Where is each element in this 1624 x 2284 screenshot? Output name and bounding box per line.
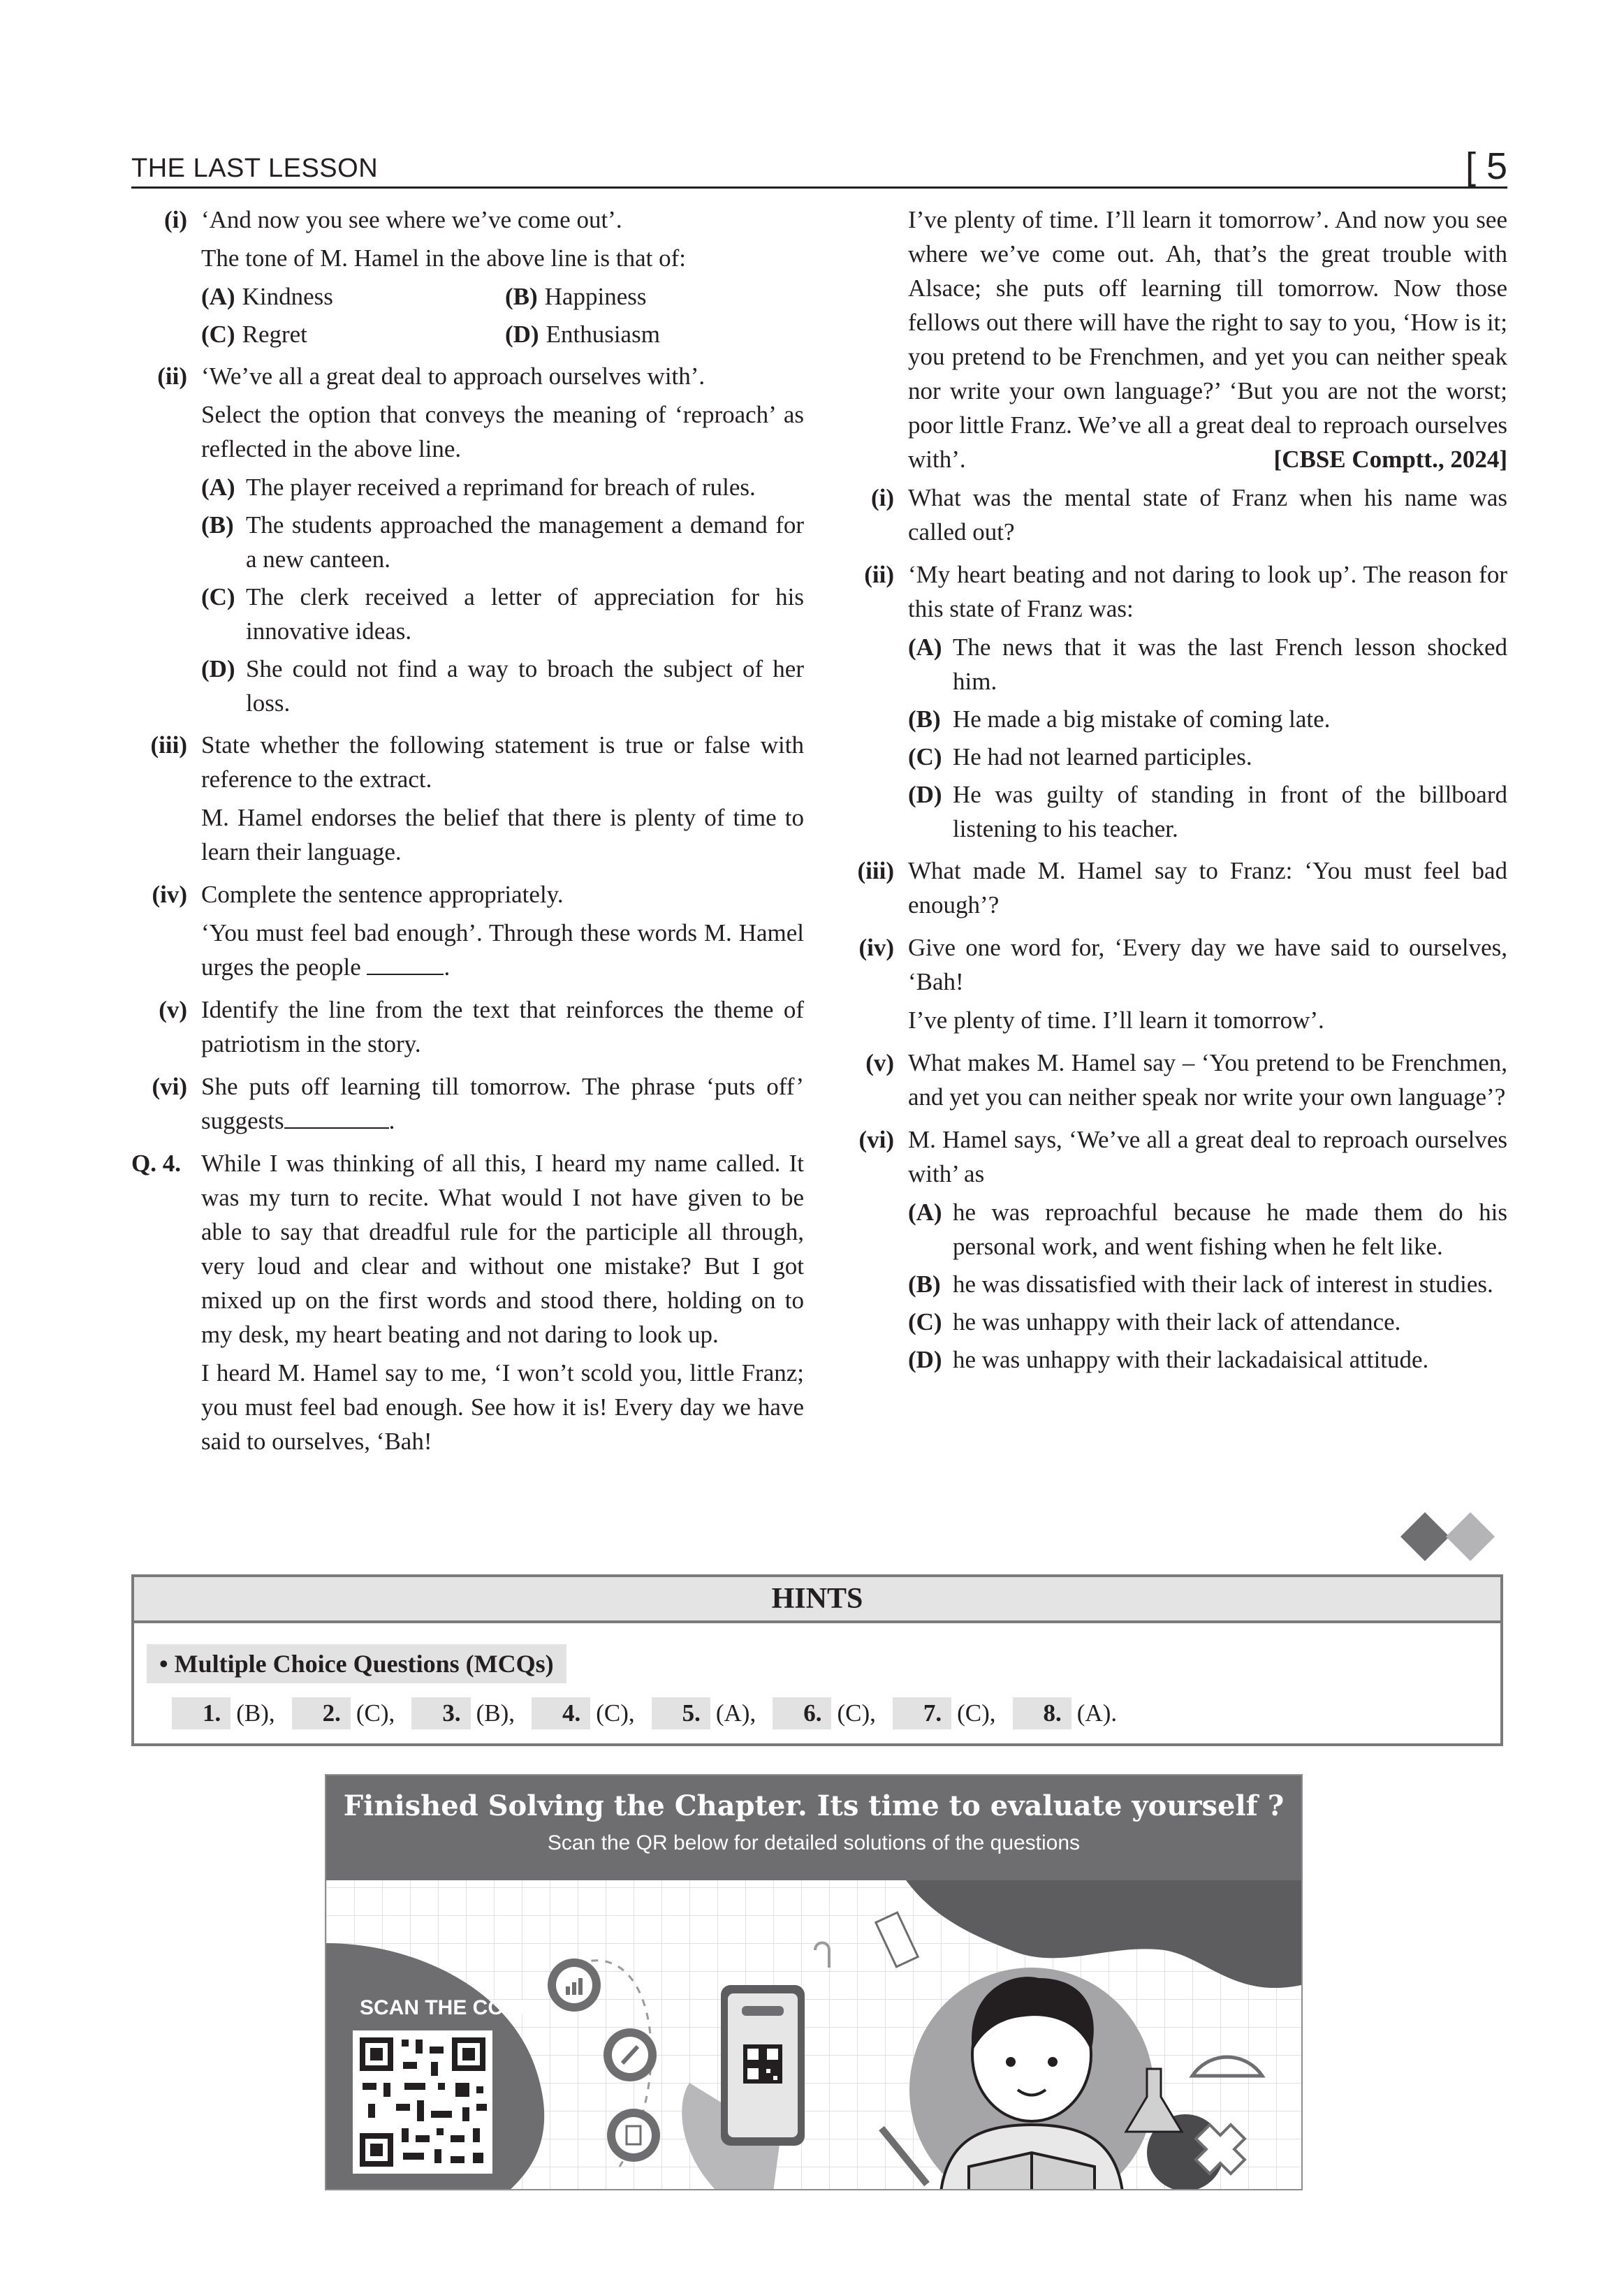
question-number: (i)	[870, 484, 894, 511]
hints-box	[131, 1574, 1503, 1746]
chapter-title: THE LAST LESSON	[131, 154, 379, 183]
answer-value: (B),	[476, 1699, 515, 1727]
question-i	[838, 481, 1507, 553]
question-4	[131, 1146, 804, 1463]
answer-number: 5.	[652, 1697, 710, 1729]
extract-paragraph-1: While I was thinking of all this, I heard my name called. It was my turn to recite. What would I not have given to be able to say that dreadful rule for the participle all through, very loud and clear and without one mistake? But I got mixed up on the first words and stood there, holding on to my desk, my heart beating and not daring to look up.	[201, 1150, 804, 1348]
answer-value: (A).	[1076, 1699, 1118, 1727]
source-citation: [CBSE Comptt., 2024]	[1273, 446, 1507, 473]
option-b: (B) he was dissatisfied with their lack of interest in studies.	[908, 1271, 1493, 1298]
answer-item	[532, 1697, 635, 1729]
answer-item	[652, 1697, 756, 1729]
qr-code-icon	[353, 2030, 492, 2174]
option-d: (D) Enthusiasm	[505, 321, 660, 348]
answer-number: 4.	[532, 1697, 590, 1729]
banner-title: Finished Solving the Chapter. Its time to evaluate yourself ?	[343, 1789, 1285, 1822]
option-b: (B) He made a big mistake of coming late.	[908, 705, 1331, 733]
question-text-continued: I’ve plenty of time. I’ll learn it tomorrow’.	[908, 1006, 1324, 1034]
question-quote: ‘We’ve all a great deal to approach ourselves with’.	[201, 363, 705, 390]
answer-key	[172, 1697, 1117, 1729]
question-text: Complete the sentence appropriately.	[201, 881, 564, 908]
question-number: (ii)	[157, 363, 187, 390]
question-number: (ii)	[864, 561, 894, 588]
option-a: (A) The player received a reprimand for breach of rules.	[201, 474, 756, 501]
question-sentence: ‘You must feel bad enough’. Through these words M. Hamel urges the people .	[201, 919, 804, 981]
answer-item	[1013, 1697, 1118, 1729]
document-icon	[607, 2109, 660, 2162]
question-number: (iv)	[858, 934, 894, 961]
option-c: (C) The clerk received a letter of appreciation for his innovative ideas.	[201, 583, 804, 645]
chart-icon	[548, 1959, 601, 2012]
question-ii	[838, 557, 1507, 849]
page-number: [ 5	[1465, 145, 1507, 187]
banner-illustration	[326, 1776, 1301, 2190]
question-text: What made M. Hamel say to Franz: ‘You must feel bad enough’?	[908, 857, 1507, 918]
option-c: (C) He had not learned participles.	[908, 743, 1252, 770]
answer-item	[292, 1697, 395, 1729]
answer-value: (C),	[596, 1699, 635, 1727]
question-v	[131, 993, 804, 1065]
fill-blank	[367, 950, 444, 975]
answer-value: (C),	[356, 1699, 395, 1727]
question-statement: M. Hamel endorses the belief that there is plenty of time to learn their language.	[201, 804, 804, 865]
question-number: (iii)	[150, 731, 187, 759]
question-number: (vi)	[152, 1073, 187, 1100]
answer-number: 7.	[893, 1697, 951, 1729]
hints-title: HINTS	[134, 1577, 1500, 1623]
question-text: Select the option that conveys the meaning of ‘reproach’ as reflected in the above line.	[201, 401, 804, 462]
options-grid	[201, 279, 804, 355]
option-c: (C) Regret	[201, 321, 307, 348]
question-text: Identify the line from the text that reinforces the theme of patriotism in the story.	[201, 996, 804, 1057]
question-text: What was the mental state of Franz when his name was called out?	[908, 484, 1507, 546]
question-number: Q. 4.	[131, 1150, 181, 1177]
answer-number: 6.	[773, 1697, 831, 1729]
question-number: (vi)	[858, 1126, 894, 1153]
scan-label: SCAN THE CODE	[360, 1996, 534, 2019]
question-number: (iv)	[152, 881, 187, 908]
question-i	[131, 203, 804, 355]
option-c: (C) he was unhappy with their lack of attendance.	[908, 1308, 1401, 1335]
pencil-icon	[603, 2028, 657, 2081]
banner-subtitle: Scan the QR below for detailed solutions of the questions	[547, 1831, 1081, 1854]
question-number: (i)	[163, 206, 187, 233]
question-number: (v)	[865, 1049, 894, 1076]
answer-item	[773, 1697, 876, 1729]
evaluation-banner	[325, 1774, 1303, 2190]
answer-number: 8.	[1013, 1697, 1071, 1729]
question-iii	[131, 728, 804, 873]
fill-blank	[284, 1104, 389, 1129]
answer-number: 2.	[292, 1697, 351, 1729]
question-text: M. Hamel says, ‘We’ve all a great deal to reproach ourselves with’ as	[908, 1126, 1507, 1187]
right-column	[838, 203, 1507, 1384]
answer-value: (B),	[236, 1699, 275, 1727]
left-column	[131, 203, 804, 1467]
question-text: State whether the following statement is true or false with reference to the extract.	[201, 731, 804, 793]
mcq-heading: • Multiple Choice Questions (MCQs)	[147, 1644, 566, 1683]
option-d: (D) She could not find a way to broach the subject of her loss.	[201, 655, 804, 717]
question-text: Give one word for, ‘Every day we have said to ourselves, ‘Bah!	[908, 934, 1507, 995]
extract-text: I’ve plenty of time. I’ll learn it tomorrow’. And now you see where we’ve come out. Ah, that’s the great trouble with Alsace; she puts off learning till tomorrow. Now those fellows out there will have the right to say to you, ‘How is it; you pretend to be Frenchmen, and yet you can neither speak nor write your own language?’ ‘But you are not the worst; poor little Franz. We’ve all a great deal to reproach ourselves with’. [CBSE Comptt., 2024]	[908, 203, 1507, 476]
extract-paragraph-2: I heard M. Hamel say to me, ‘I won’t scold you, little Franz; you must feel bad enough. See how it is! Every day we have said to ourselves, ‘Bah!	[201, 1359, 804, 1455]
question-iii	[838, 854, 1507, 926]
answer-number: 3.	[411, 1697, 470, 1729]
extract-continuation	[838, 203, 1507, 476]
option-a: (A) Kindness	[201, 283, 333, 310]
answer-value: (C),	[957, 1699, 996, 1727]
question-text: She puts off learning till tomorrow. The phrase ‘puts off’ suggests .	[201, 1073, 804, 1134]
answer-item	[172, 1697, 275, 1729]
answer-number: 1.	[172, 1697, 231, 1729]
question-vi	[131, 1069, 804, 1142]
question-v	[838, 1046, 1507, 1118]
question-iv	[838, 930, 1507, 1041]
question-text: The tone of M. Hamel in the above line is that of:	[201, 244, 686, 272]
option-d: (D) He was guilty of standing in front of the billboard listening to his teacher.	[908, 781, 1507, 842]
question-ii	[131, 359, 804, 724]
question-vi	[838, 1122, 1507, 1380]
option-d: (D) he was unhappy with their lackadaisical attitude.	[908, 1346, 1429, 1373]
question-text: What makes M. Hamel say – ‘You pretend to be Frenchmen, and yet you can neither speak nor write your own language’?	[908, 1049, 1507, 1111]
option-b: (B) Happiness	[505, 283, 647, 310]
answer-item	[893, 1697, 996, 1729]
diamond-ornament-icon	[1397, 1509, 1509, 1565]
question-number: (v)	[159, 996, 187, 1023]
option-b: (B) The students approached the management a demand for a new canteen.	[201, 511, 804, 573]
answer-value: (A),	[715, 1699, 756, 1727]
option-a: (A) he was reproachful because he made them do his personal work, and went fishing when he felt like.	[908, 1199, 1507, 1260]
page-header	[131, 145, 1507, 189]
answer-value: (C),	[837, 1699, 876, 1727]
answer-item	[411, 1697, 515, 1729]
question-quote: ‘And now you see where we’ve come out’.	[201, 206, 622, 233]
option-a: (A) The news that it was the last French lesson shocked him.	[908, 634, 1507, 695]
question-text: ‘My heart beating and not daring to look up’. The reason for this state of Franz was:	[908, 561, 1507, 622]
question-iv	[131, 877, 804, 988]
question-number: (iii)	[857, 857, 894, 884]
